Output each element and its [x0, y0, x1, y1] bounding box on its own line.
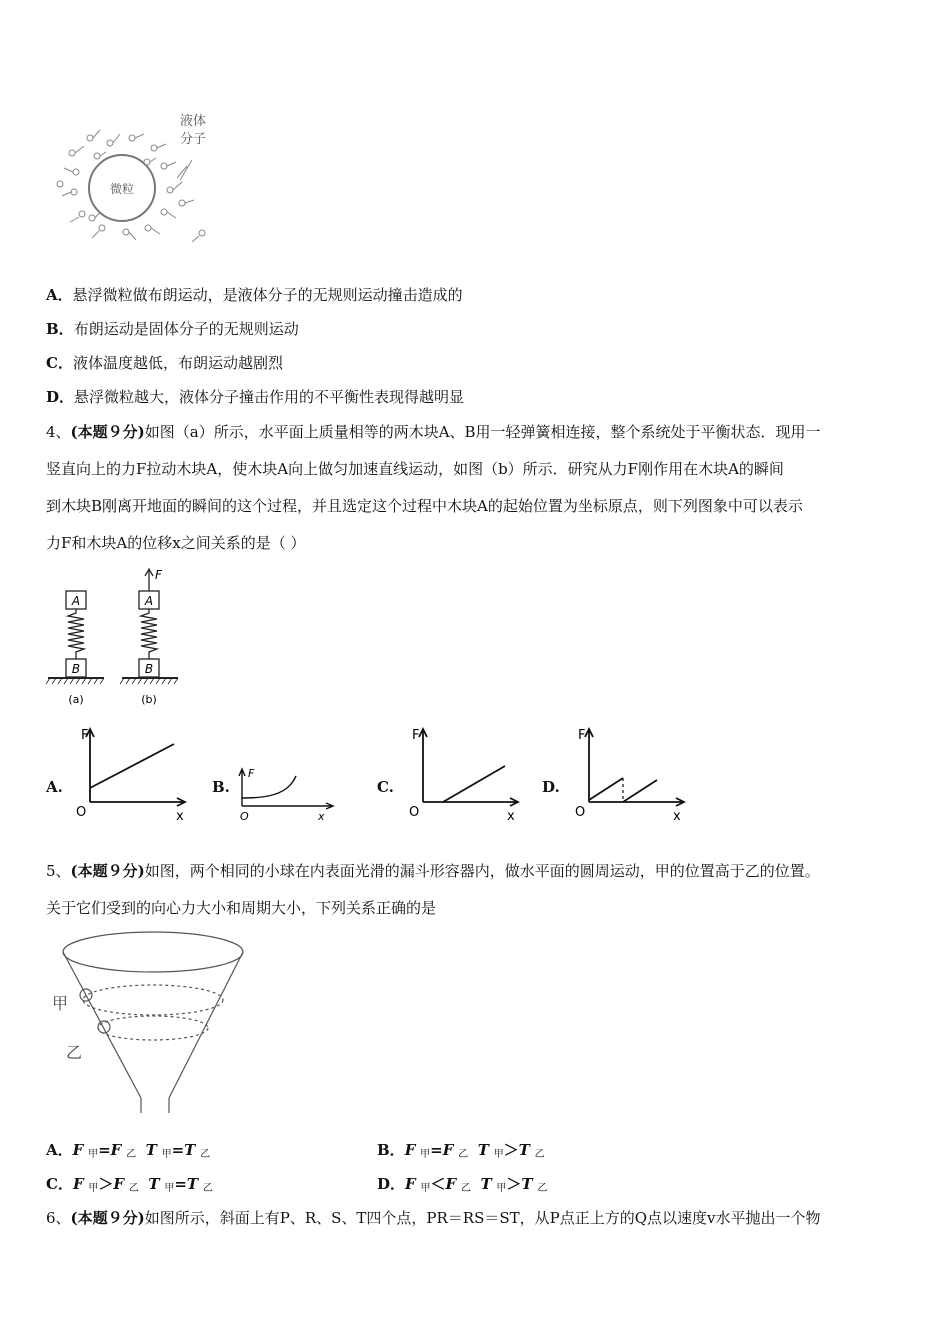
q3-option-c[interactable]: C．液体温度越低，布朗运动越剧烈	[46, 354, 283, 372]
q4-option-d-letter[interactable]: D.	[542, 778, 560, 796]
q5-stem-line2: 关于它们受到的向心力大小和周期大小，下列关系正确的是	[46, 899, 437, 917]
axis-x-label: x	[176, 809, 184, 824]
q5-stem-line1: 5、(本题９分)如图，两个相同的小球在内表面光滑的漏斗形容器内，做水平面的圆周运动，甲的位置高于乙的位置。	[46, 862, 820, 880]
q4-stem-line4: 力F和木块A的位移x之间关系的是（ ）	[46, 534, 306, 552]
axis-x-label: x	[673, 809, 681, 824]
q3-option-b[interactable]: B．布朗运动是固体分子的无规则运动	[46, 320, 299, 338]
q4-graph-a[interactable]	[72, 724, 192, 824]
axis-x-label: x	[507, 809, 515, 824]
q5-option-c[interactable]: C．F $_甲$＞F $_乙$ T $_甲$=T $_乙$	[46, 1175, 213, 1194]
spring-blocks-figure	[46, 565, 196, 710]
q4-option-b-letter[interactable]: B.	[212, 778, 230, 796]
force-label: F	[155, 568, 162, 582]
q4-stem-line3: 到木块B刚离开地面的瞬间的这个过程，并且选定这个过程中木块A的起始位置为坐标原点，则下列图象中可以表示	[46, 497, 803, 515]
axis-y-label: F	[412, 728, 420, 743]
particle-label: 微粒	[109, 182, 135, 196]
origin-label: O	[76, 805, 87, 820]
q4-graph-b[interactable]	[232, 762, 342, 824]
axis-y-label: F	[248, 767, 255, 780]
q3-option-d[interactable]: D．悬浮微粒越大，液体分子撞击作用的不平衡性表现得越明显	[46, 388, 465, 406]
caption-a: (a)	[68, 693, 84, 706]
molecule-label-line1: 液体	[180, 114, 207, 129]
brownian-motion-figure	[52, 108, 222, 253]
molecule-label-line2: 分子	[180, 132, 207, 147]
q5-option-d[interactable]: D．F $_甲$＜F $_乙$ T $_甲$＞T $_乙$	[377, 1175, 548, 1194]
caption-b: (b)	[141, 693, 157, 706]
block-a-label-b: A	[144, 594, 154, 608]
q3-option-a[interactable]: A．悬浮微粒做布朗运动，是液体分子的无规则运动撞击造成的	[46, 286, 463, 304]
jia-label: 甲	[52, 994, 69, 1013]
origin-label: O	[409, 805, 420, 820]
yi-label: 乙	[66, 1043, 83, 1062]
q4-option-c-letter[interactable]: C.	[377, 778, 394, 796]
q5-option-b[interactable]: B．F $_甲$=F $_乙$ T $_甲$＞T $_乙$	[377, 1141, 545, 1160]
molecule-label-source	[0, 0, 1, 1]
block-b-label: B	[71, 662, 81, 676]
funnel-figure	[46, 930, 256, 1115]
axis-y-label: F	[578, 728, 586, 743]
origin-label: O	[240, 810, 249, 823]
block-b-label-b: B	[144, 662, 154, 676]
axis-y-label: F	[81, 728, 89, 743]
q4-graph-c[interactable]	[405, 724, 525, 824]
q4-graph-d[interactable]	[571, 724, 691, 824]
axis-x-label: x	[318, 810, 325, 823]
q4-option-a-letter[interactable]: A.	[46, 778, 63, 796]
q4-stem-line1: 4、(本题９分)如图（a）所示，水平面上质量相等的两木块A、B用一轻弹簧相连接，整个系统处于平衡状态．现用一	[46, 423, 821, 441]
q4-stem-line2: 竖直向上的力F拉动木块A，使木块A向上做匀加速直线运动，如图（b）所示．研究从力F刚作用在木块A的瞬间	[46, 460, 784, 478]
q6-stem-line1: 6、(本题９分)如图所示，斜面上有P、R、S、T四个点，PR＝RS＝ST，从P点正上方的Q点以速度v水平抛出一个物	[46, 1209, 821, 1227]
origin-label: O	[575, 805, 586, 820]
block-a-label: A	[71, 594, 81, 608]
q5-option-a[interactable]: A．F $_甲$=F $_乙$ T $_甲$=T $_乙$	[46, 1141, 211, 1160]
